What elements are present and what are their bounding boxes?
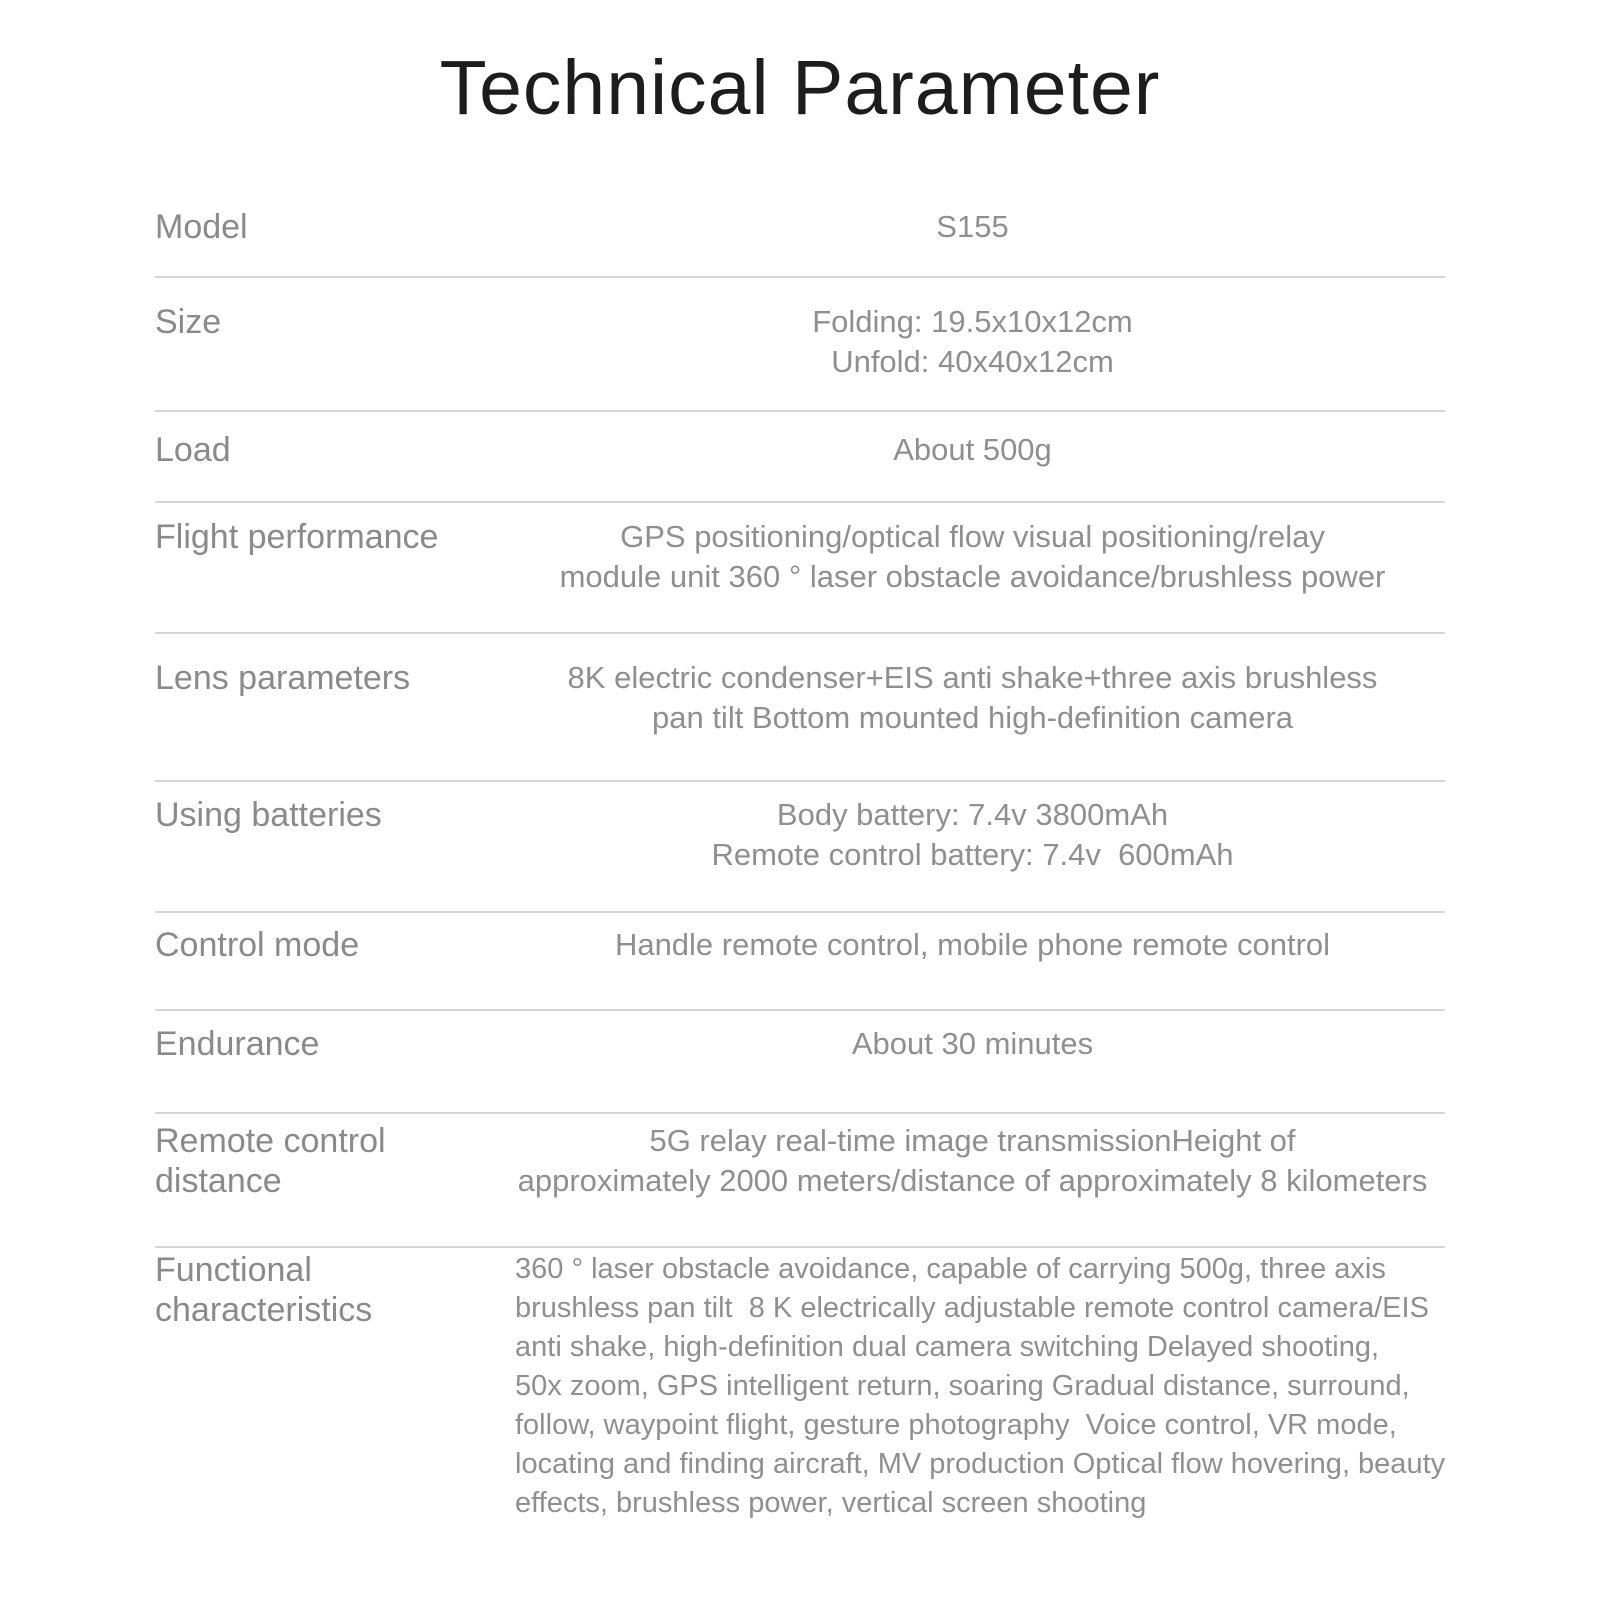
spec-value [500, 430, 1445, 470]
spec-value-line: About 30 minutes [851, 1026, 1094, 1061]
page-title: Technical Parameter [439, 45, 1161, 131]
spec-label: Size [155, 303, 222, 341]
spec-row-size [155, 278, 1445, 412]
spec-value-line: Body battery: 7.4v 3800mAh [776, 797, 1169, 832]
spec-value-line: effects, brushless power, vertical screen shooting [515, 1487, 1147, 1519]
spec-value [500, 1024, 1445, 1064]
spec-label: Load [155, 431, 231, 469]
spec-value-line: 360 ° laser obstacle avoidance, capable of carrying 500g, three axis [515, 1253, 1386, 1285]
spec-label: Remote control distance [155, 1122, 386, 1200]
spec-label: Flight performance [155, 518, 439, 556]
spec-value-line: Unfold: 40x40x12cm [831, 344, 1114, 379]
spec-row-flight-performance [155, 503, 1445, 634]
spec-value-line: module unit 360 ° laser obstacle avoidance/brushless power [559, 559, 1386, 594]
spec-row-load [155, 412, 1445, 503]
spec-value [500, 1250, 1445, 1523]
spec-value-line: GPS positioning/optical flow visual positioning/relay [620, 519, 1325, 554]
spec-label: Functional characteristics [155, 1251, 373, 1329]
spec-row-control-mode [155, 913, 1445, 1011]
spec-table [155, 190, 1445, 1538]
spec-row-functional-characteristics [155, 1248, 1445, 1538]
spec-value-line: anti shake, high-definition dual camera switching Delayed shooting, [515, 1331, 1380, 1363]
spec-value [500, 302, 1445, 382]
spec-value-line: Remote control battery: 7.4v 600mAh [711, 837, 1234, 872]
spec-value-line: approximately 2000 meters/distance of approximately 8 kilometers [517, 1163, 1428, 1198]
spec-label: Lens parameters [155, 659, 411, 697]
spec-label: Endurance [155, 1025, 320, 1063]
spec-value [500, 658, 1445, 738]
spec-row-remote-control-distance [155, 1114, 1445, 1248]
spec-value-line: 5G relay real-time image transmissionHeight of [649, 1123, 1296, 1158]
spec-value-line: Handle remote control, mobile phone remote control [614, 927, 1331, 962]
spec-value-line: locating and finding aircraft, MV production Optical flow hovering, beauty [515, 1448, 1446, 1480]
spec-label: Using batteries [155, 796, 382, 834]
spec-value-line: pan tilt Bottom mounted high-definition camera [651, 700, 1294, 735]
spec-value-line: S155 [936, 209, 1009, 244]
spec-value [500, 1121, 1445, 1201]
spec-value [500, 207, 1445, 247]
spec-row-using-batteries [155, 782, 1445, 913]
spec-value [500, 795, 1445, 875]
spec-label: Model [155, 208, 248, 246]
spec-value-line: 50x zoom, GPS intelligent return, soaring Gradual distance, surround, [515, 1370, 1410, 1402]
spec-value-line: follow, waypoint flight, gesture photography Voice control, VR mode, [515, 1409, 1397, 1441]
spec-label: Control mode [155, 926, 360, 964]
spec-row-endurance [155, 1011, 1445, 1114]
spec-value-line: About 500g [893, 432, 1052, 467]
spec-value-line: 8K electric condenser+EIS anti shake+three axis brushless [567, 660, 1378, 695]
spec-value-line: Folding: 19.5x10x12cm [812, 304, 1133, 339]
spec-value-line: brushless pan tilt 8 K electrically adjustable remote control camera/EIS [515, 1292, 1429, 1324]
spec-row-model [155, 190, 1445, 278]
spec-value [500, 925, 1445, 965]
spec-value [500, 517, 1445, 597]
spec-row-lens-parameters [155, 634, 1445, 782]
